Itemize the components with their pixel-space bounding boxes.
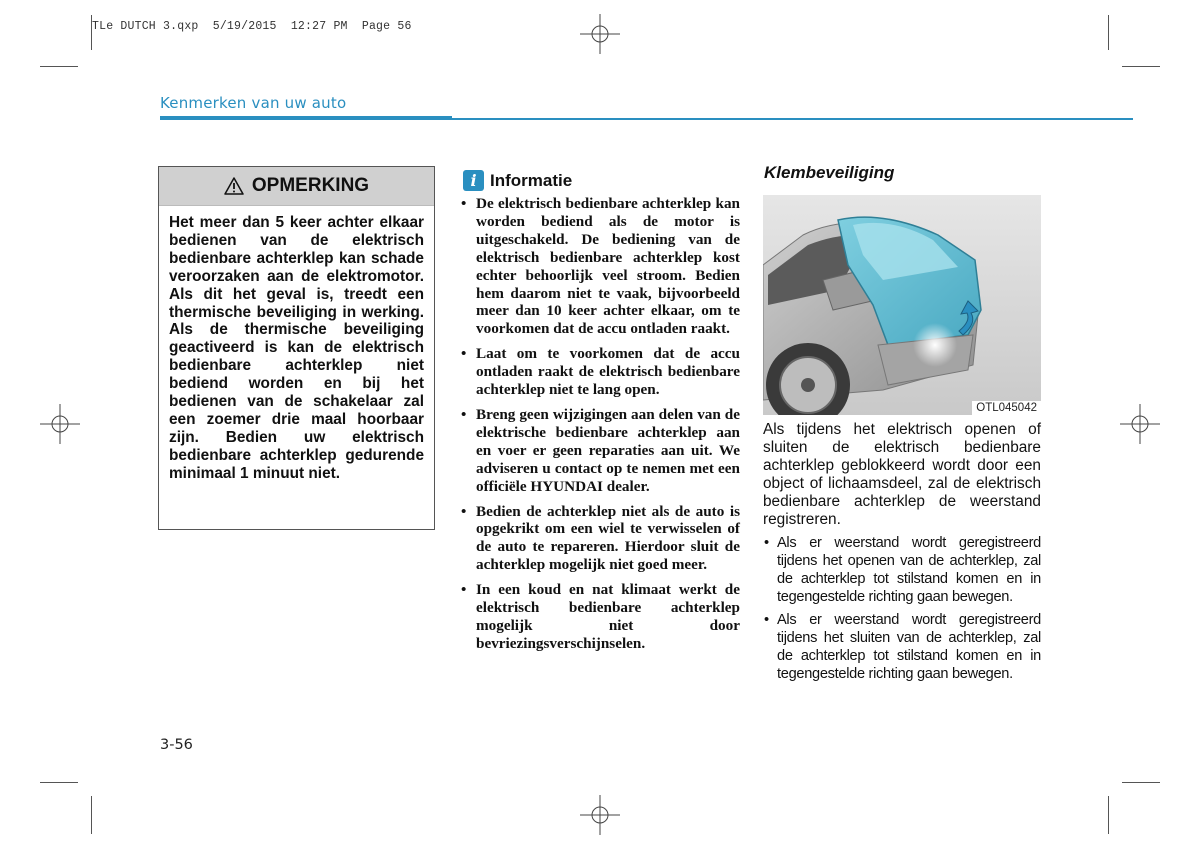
tailgate-figure <box>763 195 1041 415</box>
registration-mark-top <box>580 14 620 54</box>
registration-mark-right <box>1120 404 1160 444</box>
registration-mark-bottom <box>580 795 620 835</box>
info-item: • De elektrisch bedienbare achterklep kan worden bediend als de motor is uitgeschakeld. De bediening van de elektrisch bedienbare achterklep kost echter behoorlijk veel stroom. Bedien hem daarom niet te vaak, bijvoorbeeld meer dan 10 keer achter elkaar, om te voorkomen dat de accu ontladen raakt. <box>460 195 740 338</box>
header-rule-thick <box>160 116 452 120</box>
warning-triangle-icon <box>224 177 244 195</box>
list-item: • Als er weerstand wordt geregistreerd tijdens het openen van de achterklep, zal de achterklep tot stilstand komen en in tegengestelde richting gaan bewegen. <box>763 534 1041 606</box>
suv-rear-illustration <box>763 195 1041 415</box>
klembeveiliging-heading: Klembeveiliging <box>764 163 895 182</box>
section-title: Kenmerken van uw auto <box>160 94 347 112</box>
registration-mark-left <box>40 404 80 444</box>
info-item: • Bedien de achterklep niet als de auto is opgekrikt om een wiel te verwisselen of de auto te repareren. Hierdoor sluit de achterklep mogelijk niet goed meer. <box>460 503 740 575</box>
info-title: Informatie <box>490 170 573 190</box>
klembeveiliging-paragraph: Als tijdens het elektrisch openen of sluiten de elektrisch bedienbare achterklep geblokkeerd wordt door een object of lichaamsdeel, zal de elektrisch bedienbare achterklep de weerstand registreren. <box>763 421 1041 528</box>
list-item: • Als er weerstand wordt geregistreerd tijdens het sluiten van de achterklep, zal de achterklep tot stilstand komen en in tegengestelde richting gaan bewegen. <box>763 611 1041 683</box>
info-item: • Laat om te voorkomen dat de accu ontladen raakt de elektrisch bedienbare achterklep niet te lang open. <box>460 345 740 399</box>
page-number: 3-56 <box>160 737 193 753</box>
info-list <box>460 195 740 660</box>
figure-code: OTL045042 <box>972 401 1041 415</box>
info-icon: i <box>463 170 484 191</box>
klembeveiliging-list <box>763 534 1041 688</box>
info-item: • In een koud en nat klimaat werkt de elektrisch bedienbare achterklep mogelijk niet door bevriezingsverschijnselen. <box>460 581 740 653</box>
notice-header <box>159 167 434 206</box>
info-heading <box>463 170 572 191</box>
header-rule-thin <box>452 118 1133 120</box>
notice-title: OPMERKING <box>251 175 370 196</box>
notice-box <box>158 166 435 530</box>
info-item: • Breng geen wijzigingen aan delen van de elektrische bedienbare achterklep aan en voer er geen reparaties aan uit. We adviseren u contact op te nemen met een officiële HYUNDAI dealer. <box>460 406 740 496</box>
notice-text: Het meer dan 5 keer achter elkaar bedienen van de elektrisch bedienbare achterklep kan schade veroorzaken aan de elektromotor. Als dit het geval is, treedt een thermische beveiliging in werking. Als de thermische beveiliging geactiveerd is kan de elektrisch bedienbare achterklep niet bediend worden en bij het bedienen van de schakelaar zal een zoemer drie maal hoorbaar zijn. Bedien uw elektrisch bedienbare achterklep gedurende minimaal 1 minuut niet. <box>169 214 424 482</box>
print-slug: TLe DUTCH 3.qxp 5/19/2015 12:27 PM Page 56 <box>92 20 412 33</box>
